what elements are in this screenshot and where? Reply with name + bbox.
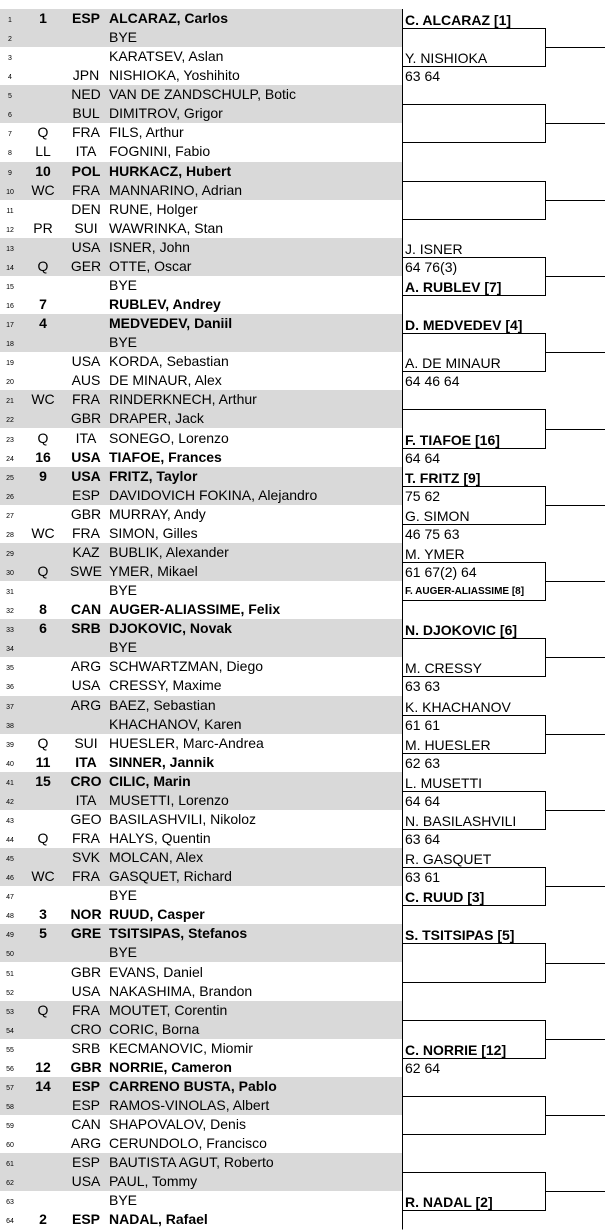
- player-name: NAKASHIMA, Brandon: [109, 982, 253, 999]
- draw-position: 28: [6, 531, 14, 539]
- player-seed: 2: [39, 1211, 47, 1228]
- player-name: HURKACZ, Hubert: [109, 162, 232, 179]
- match-score: [405, 183, 545, 199]
- draw-position: 57: [6, 1084, 14, 1092]
- match-winner: [405, 126, 545, 142]
- player-name: SONEGO, Lorenzo: [109, 429, 229, 446]
- draw-position: 55: [6, 1046, 14, 1054]
- player-country: GBR: [70, 1058, 102, 1075]
- player-country: POL: [71, 162, 101, 179]
- draw-position: 62: [6, 1180, 14, 1188]
- match-winner: [405, 1156, 545, 1172]
- match-winner: [405, 203, 545, 219]
- player-name: CARRENO BUSTA, Pablo: [109, 1077, 277, 1094]
- player-name: ALCARAZ, Carlos: [109, 10, 229, 26]
- draw-position: 60: [6, 1142, 14, 1150]
- match-winner: [405, 165, 545, 181]
- match-score: [405, 411, 545, 427]
- match-winner: A. RUBLEV [7]: [405, 279, 502, 296]
- player-country: GRE: [70, 925, 102, 942]
- draw-position: 3: [8, 55, 12, 63]
- player-name: FOGNINI, Fabio: [109, 143, 211, 160]
- player-seed: 12: [35, 1058, 51, 1075]
- player-seed: WC: [31, 524, 55, 541]
- player-name: PAUL, Tommy: [109, 1173, 198, 1190]
- player-seed: 3: [39, 906, 47, 923]
- draw-position: 37: [6, 703, 14, 711]
- draw-position: 5: [8, 93, 12, 101]
- player-country: ARG: [70, 1135, 102, 1152]
- match-winner: C. NORRIE [12]: [405, 1041, 507, 1058]
- match-score: 75 62: [405, 487, 441, 504]
- match-score: 62 63: [405, 754, 441, 771]
- player-name: BASILASHVILI, Nikoloz: [109, 810, 257, 827]
- player-seed: 5: [39, 925, 47, 942]
- match-winner: F. AUGER-ALIASSIME [8]: [405, 586, 525, 598]
- player-name: FILS, Arthur: [109, 124, 184, 141]
- player-name: NORRIE, Cameron: [109, 1058, 232, 1075]
- player-country: ESP: [71, 1077, 100, 1094]
- player-name: DRAPER, Jack: [109, 410, 204, 427]
- draw-position: 1: [8, 17, 12, 24]
- player-country: SUI: [74, 219, 98, 236]
- player-country: FRA: [72, 391, 100, 408]
- match-winner: D. MEDVEDEV [4]: [405, 317, 523, 334]
- draw-position: 26: [6, 493, 14, 501]
- draw-position: 41: [6, 779, 14, 787]
- match-winner: [405, 393, 545, 409]
- player-name: BYE: [109, 1192, 138, 1209]
- player-seed: Q: [37, 1001, 49, 1018]
- player-country: JPN: [72, 67, 100, 84]
- player-country: DEN: [71, 200, 101, 217]
- draw-position: 15: [6, 283, 14, 291]
- player-country: USA: [71, 353, 101, 370]
- player-country: CRO: [70, 1020, 102, 1037]
- draw-position: 35: [6, 665, 14, 673]
- player-name: CRESSY, Maxime: [109, 677, 222, 694]
- draw-position: 47: [6, 894, 14, 902]
- match-score: [405, 640, 545, 656]
- draw-position: 42: [6, 798, 14, 806]
- match-winner: G. SIMON: [405, 507, 470, 524]
- match-winner: T. FRITZ [9]: [405, 469, 481, 486]
- match-score: 64 64: [405, 449, 441, 466]
- player-country: FRA: [72, 181, 100, 198]
- draw-position: 49: [6, 932, 14, 940]
- draw-position: 63: [6, 1199, 14, 1207]
- player-seed: LL: [35, 143, 51, 160]
- player-country: ITA: [75, 429, 97, 446]
- player-name: MURRAY, Andy: [109, 505, 206, 522]
- match-winner: Y. NISHIOKA: [405, 50, 488, 67]
- match-winner: K. KHACHANOV: [405, 698, 511, 715]
- player-seed: 11: [35, 753, 51, 770]
- player-seed: PR: [33, 219, 53, 236]
- player-seed: Q: [37, 124, 49, 141]
- player-country: SRB: [71, 1039, 101, 1056]
- match-score: [405, 30, 545, 46]
- player-name: YMER, Mikael: [109, 563, 198, 580]
- match-winner: [405, 1118, 545, 1134]
- player-country: FRA: [72, 1001, 100, 1018]
- draw-position: 44: [6, 837, 14, 844]
- player-country: USA: [71, 467, 101, 484]
- match-winner: [405, 88, 545, 104]
- player-name: GASQUET, Richard: [109, 868, 232, 885]
- draw-position: 50: [6, 951, 14, 959]
- match-winner: F. TIAFOE [16]: [405, 431, 500, 448]
- player-name: KECMANOVIC, Miomir: [109, 1039, 253, 1056]
- draw-position: 48: [6, 913, 14, 921]
- match-score: 64 46 64: [405, 373, 460, 390]
- draw-position: 46: [6, 875, 14, 883]
- match-score: [405, 1098, 545, 1114]
- player-seed: 6: [39, 620, 47, 637]
- match-score: 46 75 63: [405, 525, 460, 542]
- player-name: RUBLEV, Andrey: [109, 296, 221, 313]
- player-country: GBR: [70, 963, 102, 980]
- match-winner: J. ISNER: [405, 240, 463, 257]
- draw-position: 61: [6, 1161, 14, 1169]
- player-country: ITA: [75, 791, 97, 808]
- player-name: MUSETTI, Lorenzo: [109, 791, 229, 808]
- player-name: MOLCAN, Alex: [109, 849, 204, 866]
- player-name: DE MINAUR, Alex: [109, 372, 222, 389]
- player-name: CILIC, Marin: [109, 772, 191, 789]
- player-name: MANNARINO, Adrian: [109, 181, 243, 198]
- match-score: 61 61: [405, 716, 441, 733]
- player-country: GER: [70, 257, 102, 274]
- draw-position: 12: [6, 226, 14, 234]
- player-name: CORIC, Borna: [109, 1020, 200, 1037]
- match-score: [405, 106, 545, 122]
- player-country: USA: [71, 1173, 101, 1190]
- player-seed: WC: [31, 181, 55, 198]
- draw-position: 10: [6, 188, 14, 196]
- match-score: [405, 144, 545, 160]
- player-country: CAN: [71, 1116, 101, 1133]
- player-name: CERUNDOLO, Francisco: [109, 1135, 267, 1152]
- draw-position: 31: [6, 589, 14, 597]
- draw-position: 25: [6, 474, 14, 482]
- player-name: FRITZ, Taylor: [109, 467, 198, 484]
- player-seed: 16: [35, 448, 51, 465]
- draw-position: 29: [6, 550, 14, 558]
- player-name: RAMOS-VINOLAS, Albert: [109, 1096, 270, 1113]
- player-name: SIMON, Gilles: [109, 524, 198, 541]
- player-seed: WC: [31, 868, 55, 885]
- match-winner: [405, 1080, 545, 1096]
- match-score: [405, 984, 545, 1000]
- match-score: 63 64: [405, 831, 441, 847]
- player-name: MOUTET, Corentin: [109, 1001, 228, 1018]
- player-name: NADAL, Rafael: [109, 1211, 208, 1228]
- player-name: RUNE, Holger: [109, 200, 198, 217]
- match-score: [405, 1136, 545, 1152]
- match-winner: N. BASILASHVILI: [405, 813, 517, 829]
- player-country: NED: [71, 86, 101, 103]
- draw-position: 39: [6, 741, 14, 749]
- draw-position: 6: [8, 112, 12, 120]
- match-score: [405, 907, 545, 923]
- player-country: KAZ: [72, 543, 100, 560]
- match-winner: R. NADAL [2]: [405, 1194, 493, 1211]
- player-name: DIMITROV, Grigor: [109, 105, 223, 122]
- player-name: KARATSEV, Aslan: [109, 48, 224, 65]
- player-seed: 9: [39, 467, 47, 484]
- player-country: USA: [71, 448, 101, 465]
- player-country: SWE: [70, 563, 102, 580]
- draw-position: 64: [6, 1218, 14, 1226]
- player-country: SUI: [74, 734, 98, 751]
- player-seed: 4: [39, 315, 47, 332]
- match-score: 64 76(3): [405, 258, 458, 275]
- match-score: [405, 1022, 545, 1038]
- player-name: MEDVEDEV, Daniil: [109, 315, 233, 332]
- match-score: 63 61: [405, 869, 441, 886]
- match-winner: N. DJOKOVIC [6]: [405, 622, 518, 639]
- match-winner: [405, 966, 545, 982]
- draw-position: 54: [6, 1027, 14, 1035]
- player-country: ESP: [71, 486, 100, 503]
- draw-position: 9: [8, 169, 12, 177]
- draw-position: 22: [6, 417, 14, 425]
- match-winner: C. ALCARAZ [1]: [405, 12, 512, 29]
- player-name: BYE: [109, 582, 138, 599]
- draw-position: 21: [6, 398, 14, 406]
- match-score: [405, 945, 545, 961]
- player-seed: 8: [39, 601, 47, 618]
- player-name: KORDA, Sebastian: [109, 353, 229, 370]
- match-score: 62 64: [405, 1059, 441, 1076]
- player-country: ITA: [75, 143, 97, 160]
- player-name: AUGER-ALIASSIME, Felix: [109, 601, 281, 618]
- player-country: SVK: [71, 849, 100, 866]
- player-name: SCHWARTZMAN, Diego: [109, 658, 264, 675]
- draw-position: 13: [6, 245, 14, 253]
- player-name: BYE: [109, 944, 138, 961]
- player-country: FRA: [72, 524, 100, 541]
- player-name: TSITSIPAS, Stefanos: [109, 925, 248, 942]
- match-score: [405, 1174, 545, 1190]
- player-name: BYE: [109, 29, 138, 46]
- player-seed: WC: [31, 391, 55, 408]
- draw-position: 16: [6, 303, 14, 311]
- match-score: [405, 221, 545, 237]
- match-score: 63 63: [405, 678, 441, 695]
- draw-position: 19: [6, 360, 14, 368]
- draw-position: 23: [6, 436, 14, 444]
- player-country: ESP: [71, 1154, 100, 1171]
- draw-position: 27: [6, 512, 14, 520]
- draw-position: 38: [6, 722, 14, 730]
- draw-position: 24: [6, 455, 14, 463]
- draw-position: 14: [6, 264, 14, 272]
- player-name: HUESLER, Marc-Andrea: [109, 734, 264, 751]
- player-name: KHACHANOV, Karen: [109, 715, 242, 732]
- player-name: RUUD, Casper: [109, 906, 205, 923]
- player-country: CAN: [70, 601, 102, 618]
- player-name: BYE: [109, 276, 138, 293]
- player-seed: 1: [39, 10, 47, 26]
- draw-position: 56: [6, 1065, 14, 1073]
- player-country: FRA: [72, 830, 100, 846]
- player-seed: 14: [35, 1077, 51, 1094]
- player-country: ESP: [71, 1096, 100, 1113]
- draw-position: 45: [6, 856, 14, 864]
- player-name: OTTE, Oscar: [109, 257, 192, 274]
- match-winner: L. MUSETTI: [405, 774, 483, 791]
- draw-position: 2: [8, 36, 12, 44]
- player-name: RINDERKNECH, Arthur: [109, 391, 257, 408]
- draw-position: 8: [8, 150, 12, 158]
- draw-position: 18: [6, 341, 14, 349]
- player-seed: 10: [35, 162, 51, 179]
- player-name: VAN DE ZANDSCHULP, Botic: [109, 86, 296, 103]
- match-winner: M. CRESSY: [405, 660, 483, 677]
- match-winner: M. YMER: [405, 546, 465, 563]
- player-name: HALYS, Quentin: [109, 830, 211, 846]
- player-country: AUS: [71, 372, 101, 389]
- player-name: ISNER, John: [109, 238, 190, 255]
- match-winner: A. DE MINAUR: [405, 355, 501, 372]
- draw-position: 53: [6, 1008, 14, 1016]
- draw-position: 34: [6, 646, 14, 654]
- draw-position: 11: [6, 207, 14, 215]
- player-country: USA: [71, 677, 101, 694]
- player-country: ITA: [75, 753, 97, 770]
- player-country: GBR: [70, 410, 102, 427]
- player-name: BYE: [109, 334, 138, 351]
- match-score: 64 64: [405, 792, 441, 809]
- player-name: WAWRINKA, Stan: [109, 219, 224, 236]
- player-country: SRB: [71, 620, 101, 637]
- player-seed: Q: [37, 257, 49, 274]
- match-winner: [405, 1004, 545, 1020]
- player-country: FRA: [72, 124, 100, 141]
- draw-position: 51: [6, 970, 14, 978]
- player-name: BYE: [109, 639, 138, 656]
- player-country: ESP: [71, 10, 100, 26]
- draw-position: 59: [6, 1123, 14, 1131]
- player-country: GBR: [70, 505, 102, 522]
- player-name: DJOKOVIC, Novak: [109, 620, 232, 637]
- draw-position: 20: [6, 379, 14, 387]
- draw-position: 43: [6, 817, 14, 825]
- match-score: 61 67(2) 64: [405, 564, 477, 581]
- player-seed: 7: [39, 296, 47, 313]
- player-country: NOR: [70, 906, 102, 923]
- player-name: EVANS, Daniel: [109, 963, 203, 980]
- player-seed: 15: [35, 772, 51, 789]
- player-name: BAEZ, Sebastian: [109, 696, 216, 713]
- player-country: USA: [71, 238, 101, 255]
- player-country: USA: [71, 982, 101, 999]
- player-name: BUBLIK, Alexander: [109, 543, 229, 560]
- player-country: BUL: [72, 105, 100, 122]
- match-score: 63 64: [405, 68, 441, 85]
- draw-position: 36: [6, 684, 14, 692]
- player-country: CRO: [70, 772, 102, 789]
- draw-position: 32: [6, 608, 14, 616]
- match-winner: C. RUUD [3]: [405, 889, 485, 906]
- match-winner: R. GASQUET: [405, 851, 492, 868]
- player-country: ESP: [71, 1211, 100, 1228]
- match-score: [405, 1212, 545, 1228]
- draw-position: 58: [6, 1103, 14, 1111]
- player-name: BYE: [109, 887, 138, 904]
- player-country: FRA: [72, 868, 100, 885]
- draw-position: 33: [6, 627, 14, 635]
- draw-position: 52: [6, 989, 14, 997]
- player-seed: Q: [37, 429, 49, 446]
- player-country: GEO: [70, 810, 102, 827]
- match-winner: S. TSITSIPAS [5]: [405, 927, 515, 944]
- match-score: [405, 602, 545, 618]
- player-name: SHAPOVALOV, Denis: [109, 1116, 246, 1133]
- match-score: [405, 297, 545, 313]
- player-country: ARG: [70, 658, 102, 675]
- player-seed: Q: [37, 563, 49, 580]
- draw-position: 30: [6, 570, 14, 578]
- player-country: ARG: [70, 696, 102, 713]
- draw-position: 17: [6, 322, 14, 330]
- player-name: NISHIOKA, Yoshihito: [109, 67, 240, 84]
- draw-position: 40: [6, 760, 14, 768]
- match-winner: M. HUESLER: [405, 736, 491, 753]
- player-name: BAUTISTA AGUT, Roberto: [109, 1154, 274, 1171]
- player-name: SINNER, Jannik: [109, 753, 215, 770]
- player-seed: Q: [37, 734, 49, 751]
- draw-position: 4: [8, 74, 12, 82]
- player-name: DAVIDOVICH FOKINA, Alejandro: [109, 486, 318, 503]
- player-name: TIAFOE, Frances: [109, 448, 222, 465]
- match-score: [405, 335, 545, 351]
- player-seed: Q: [37, 830, 49, 846]
- draw-position: 7: [8, 131, 12, 139]
